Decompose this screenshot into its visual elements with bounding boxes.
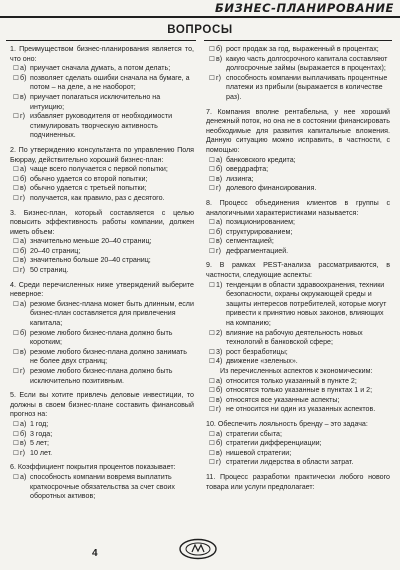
option-text: 5 лет;: [30, 439, 49, 448]
option-label: б): [216, 165, 223, 174]
question-block: [10, 463, 194, 501]
question-block: [10, 391, 194, 458]
checkbox-icon: ☐: [13, 473, 19, 481]
answer-option: [209, 218, 390, 228]
question-text: 3. Бизнес-план, который составляется с целью повысить эффективность работы компании, должен иметь объем:: [10, 208, 194, 236]
question-text: 7. Компания вполне рентабельна, у нее хороший денежный поток, но она не в состоянии финансировать необходимые для развития капитальные вложения. Данную ситуацию можно исправить, в частности, с помощью:: [206, 107, 390, 154]
question-text: 2. По утверждению консультанта по управлению Поля Бюррау, действительно хороший бизнес-план:: [10, 145, 194, 164]
section-title: ВОПРОСЫ: [167, 24, 233, 36]
option-text: структурированием;: [226, 227, 293, 236]
answer-option: [209, 396, 390, 406]
option-label: б): [20, 429, 27, 438]
answer-option: [209, 458, 390, 468]
question-block: [206, 473, 390, 492]
option-text: нишевой стратегии;: [226, 448, 292, 457]
option-label: г): [20, 266, 25, 275]
answer-option: [13, 449, 194, 459]
checkbox-icon: ☐: [209, 396, 215, 404]
option-text: значительно меньше 20–40 страниц;: [30, 237, 152, 246]
question-block: [206, 261, 390, 415]
option-text: относятся только указанные в пунктах 1 и 2;: [226, 386, 373, 395]
option-label: в): [216, 395, 223, 404]
option-text: тенденции в области здравоохранения, техники безопасности, охраны окружающей среды и защиты интересов потребителей, которые могут привести к принятию новых законов, влияющих на компанию;: [226, 280, 387, 328]
option-text: не относится ни один из указанных аспектов.: [226, 405, 376, 414]
option-text: 3 года;: [30, 429, 53, 438]
option-text: движение «зеленых».: [226, 357, 298, 366]
question-block: [206, 420, 390, 468]
checkbox-icon: ☐: [209, 329, 215, 337]
question-text: 9. В рамках PEST-анализа рассматриваются, в частности, следующие аспекты:: [206, 261, 390, 280]
checkbox-icon: ☐: [209, 377, 215, 385]
question-text: 4. Среди перечисленных ниже утверждений выберите неверное:: [10, 280, 194, 299]
option-text: стратегии дифференциации;: [226, 439, 322, 448]
checkbox-icon: ☐: [209, 175, 215, 183]
answer-option: [209, 175, 390, 185]
checkbox-icon: ☐: [13, 368, 19, 375]
option-label: б): [20, 73, 27, 82]
option-text: лизинга;: [226, 174, 254, 183]
question-block: [10, 209, 194, 276]
option-label: в): [20, 439, 27, 448]
option-label: б): [20, 328, 27, 337]
option-text: обычно удается со второй попытки;: [30, 174, 148, 183]
right-column: [206, 45, 390, 497]
answer-option: [209, 74, 390, 103]
option-label: 1): [216, 280, 223, 289]
answer-option: [209, 405, 390, 415]
checkbox-icon: ☐: [209, 387, 215, 395]
option-text: рост безработицы;: [226, 347, 288, 356]
question-item: [209, 281, 390, 329]
checkbox-icon: ☐: [13, 267, 19, 275]
question-text: 5. Если вы хотите привлечь деловые инвестиции, то должны в своем бизнес-плане составить финансовый прогноз на:: [10, 391, 194, 419]
option-label: г): [216, 184, 221, 193]
option-text: влияние на рабочую деятельность новых технологий в банковской сфере;: [226, 328, 363, 347]
divider-right: [204, 40, 392, 41]
running-header-title: БИЗНЕС-ПЛАНИРОВАНИЕ: [215, 1, 394, 15]
checkbox-icon: ☐: [13, 113, 19, 121]
answer-option: [209, 45, 390, 55]
option-label: в): [216, 448, 223, 457]
answer-option: [13, 439, 194, 449]
answer-option: [13, 256, 194, 266]
option-text: способность компании выплачивать процентные платежи из прибыли (выражается в количестве раз).: [226, 73, 388, 101]
answer-option: [13, 247, 194, 257]
option-text: значительно больше 20–40 страниц;: [30, 256, 151, 265]
option-label: 3): [216, 347, 223, 356]
option-label: а): [20, 419, 27, 428]
option-text: стратегии лидерства в области затрат.: [226, 458, 354, 467]
checkbox-icon: ☐: [209, 247, 215, 255]
option-label: а): [216, 429, 223, 438]
question-block: [10, 281, 194, 387]
option-label: г): [20, 367, 25, 375]
answer-option: [209, 430, 390, 440]
option-label: в): [20, 256, 27, 265]
option-label: в): [216, 174, 223, 183]
option-label: а): [20, 237, 27, 246]
option-text: стратегии сбыта;: [226, 429, 282, 438]
option-label: г): [216, 458, 221, 467]
option-text: приучает полагаться исключительно на интуицию;: [30, 92, 161, 111]
checkbox-icon: ☐: [209, 406, 215, 414]
option-label: г): [20, 448, 25, 457]
option-label: б): [20, 174, 27, 183]
checkbox-icon: ☐: [209, 185, 215, 193]
option-label: в): [216, 237, 223, 246]
checkbox-icon: ☐: [13, 93, 19, 101]
option-text: 10 лет.: [30, 448, 53, 457]
option-label: г): [20, 112, 25, 121]
checkbox-icon: ☐: [209, 449, 215, 457]
answer-option: [13, 237, 194, 247]
question-block: [10, 45, 194, 141]
option-text: сегментацией;: [226, 237, 274, 246]
question-text: 1. Преимуществом бизнес-планирования является то, что оно:: [10, 45, 194, 63]
answer-option: [209, 247, 390, 257]
option-label: а): [216, 155, 223, 164]
option-text: относятся все указанные аспекты;: [226, 395, 340, 404]
question-text: 11. Процесс разработки практически любого нового товара или услуги предполагает:: [206, 472, 390, 491]
answer-option: [13, 367, 194, 386]
option-text: банковского кредита;: [226, 155, 296, 164]
option-text: 1 год;: [30, 419, 49, 428]
checkbox-icon: ☐: [209, 459, 215, 467]
checkbox-icon: ☐: [13, 348, 19, 356]
answer-option: [13, 64, 194, 74]
checkbox-icon: ☐: [13, 247, 19, 255]
option-label: б): [20, 246, 27, 255]
answer-option: [13, 329, 194, 348]
checkbox-icon: ☐: [13, 300, 19, 308]
divider-left: [6, 40, 196, 41]
checkbox-icon: ☐: [209, 166, 215, 174]
answer-option: [209, 55, 390, 74]
question-text: 10. Обеспечить лояльность бренду – это задача:: [206, 419, 368, 428]
option-label: а): [216, 218, 223, 227]
option-text: способность компании вовремя выплатить краткосрочные обязательства за счет своих оборотных активов;: [30, 472, 175, 501]
option-label: а): [20, 299, 27, 308]
header-band: [0, 0, 400, 18]
publisher-logo-icon: [178, 538, 218, 560]
page-number: 4: [92, 548, 98, 559]
answer-option: [209, 156, 390, 166]
answer-option: [13, 112, 194, 141]
option-text: резюме бизнес-плана может быть длинным, если бизнес-план составляется для привлечения капитала;: [30, 299, 194, 328]
option-text: резюме любого бизнес-плана должно быть исключительно позитивным.: [30, 367, 173, 385]
checkbox-icon: ☐: [13, 65, 19, 73]
option-text: какую часть долгосрочного капитала составляют долгосрочные займы (выражается в процентах);: [226, 54, 388, 73]
option-label: б): [216, 386, 223, 395]
checkbox-icon: ☐: [13, 329, 19, 337]
checkbox-icon: ☐: [209, 74, 215, 82]
checkbox-icon: ☐: [13, 449, 19, 457]
question-block: [206, 199, 390, 257]
option-text: избавляет руководителя от необходимости стимулировать творческую активность подчиненных.: [30, 112, 173, 140]
option-label: а): [20, 472, 27, 481]
option-text: дефрагментацией.: [226, 246, 289, 255]
option-text: овердрафта;: [226, 165, 269, 174]
answer-option: [209, 377, 390, 387]
checkbox-icon: ☐: [209, 46, 215, 53]
checkbox-icon: ☐: [209, 348, 215, 356]
option-text: резюме любого бизнес-плана должно занимать не более двух страниц;: [30, 347, 187, 366]
question-item: [209, 329, 390, 348]
answer-option: [209, 237, 390, 247]
answer-option: [209, 184, 390, 194]
answer-option: [13, 348, 194, 367]
answer-option: [209, 165, 390, 175]
option-label: г): [216, 246, 221, 255]
checkbox-icon: ☐: [209, 430, 215, 438]
answer-option: [13, 165, 194, 175]
option-label: б): [216, 45, 223, 53]
checkbox-icon: ☐: [209, 281, 215, 289]
option-text: долевого финансирования.: [226, 184, 317, 193]
answer-option: [13, 194, 194, 204]
option-text: получается, как правило, раз с десятого.: [30, 193, 165, 202]
option-text: относится только указанный в пункте 2;: [226, 376, 357, 385]
option-label: а): [20, 64, 27, 73]
question-subtext: Из перечисленных аспектов к экономическим:: [220, 367, 373, 375]
question-block: [206, 108, 390, 194]
left-column: [10, 45, 194, 507]
checkbox-icon: ☐: [209, 238, 215, 246]
checkbox-icon: ☐: [209, 228, 215, 236]
checkbox-icon: ☐: [13, 175, 19, 183]
checkbox-icon: ☐: [13, 238, 19, 246]
option-text: резюме любого бизнес-плана должно быть коротким;: [30, 328, 173, 347]
option-text: 50 страниц.: [30, 266, 69, 275]
answer-option: [13, 93, 194, 112]
option-text: обычно удается с третьей попытки;: [30, 184, 147, 193]
answer-option: [13, 266, 194, 276]
checkbox-icon: ☐: [209, 156, 215, 164]
option-label: г): [20, 193, 25, 202]
answer-option: [13, 430, 194, 440]
answer-option: [13, 175, 194, 185]
option-text: позволяет сделать ошибки сначала на бумаге, а потом – на деле, а не наоборот;: [30, 73, 190, 92]
question-text: 8. Процесс объединения клиентов в группы с аналогичными характеристиками называется:: [206, 198, 390, 217]
option-text: 20–40 страниц;: [30, 246, 81, 255]
option-label: г): [216, 73, 221, 82]
answer-option: [209, 386, 390, 396]
option-text: позиционированием;: [226, 218, 295, 227]
question-block: [10, 146, 194, 204]
checkbox-icon: ☐: [209, 55, 215, 63]
option-label: 2): [216, 328, 223, 337]
question-block: [206, 45, 390, 103]
option-label: а): [20, 165, 27, 174]
question-text: 6. Коэффициент покрытия процентов показывает:: [10, 463, 176, 472]
answer-option: [209, 439, 390, 449]
checkbox-icon: ☐: [13, 194, 19, 202]
answer-option: [13, 184, 194, 194]
answer-option: [13, 74, 194, 93]
checkbox-icon: ☐: [13, 430, 19, 438]
answer-option: [209, 449, 390, 459]
option-text: чаще всего получается с первой попытки;: [30, 165, 168, 174]
option-label: б): [216, 439, 223, 448]
option-text: рост продаж за год, выраженный в процентах;: [226, 45, 379, 53]
option-text: приучает сначала думать, а потом делать;: [30, 64, 171, 73]
question-item: [209, 357, 390, 367]
answer-option: [13, 420, 194, 430]
checkbox-icon: ☐: [13, 420, 19, 428]
checkbox-icon: ☐: [13, 74, 19, 82]
checkbox-icon: ☐: [13, 166, 19, 174]
checkbox-icon: ☐: [13, 440, 19, 448]
option-label: а): [216, 376, 223, 385]
question-item: [209, 348, 390, 358]
option-label: в): [20, 347, 27, 356]
option-label: в): [20, 184, 27, 193]
option-label: 4): [216, 357, 223, 366]
option-label: б): [216, 227, 223, 236]
answer-option: [13, 300, 194, 329]
option-label: в): [20, 92, 27, 101]
answer-option: [209, 228, 390, 238]
checkbox-icon: ☐: [209, 440, 215, 448]
checkbox-icon: ☐: [13, 257, 19, 265]
answer-option: [13, 473, 194, 502]
option-label: в): [216, 54, 223, 63]
option-label: г): [216, 405, 221, 414]
checkbox-icon: ☐: [13, 185, 19, 193]
checkbox-icon: ☐: [209, 219, 215, 227]
checkbox-icon: ☐: [209, 358, 215, 366]
